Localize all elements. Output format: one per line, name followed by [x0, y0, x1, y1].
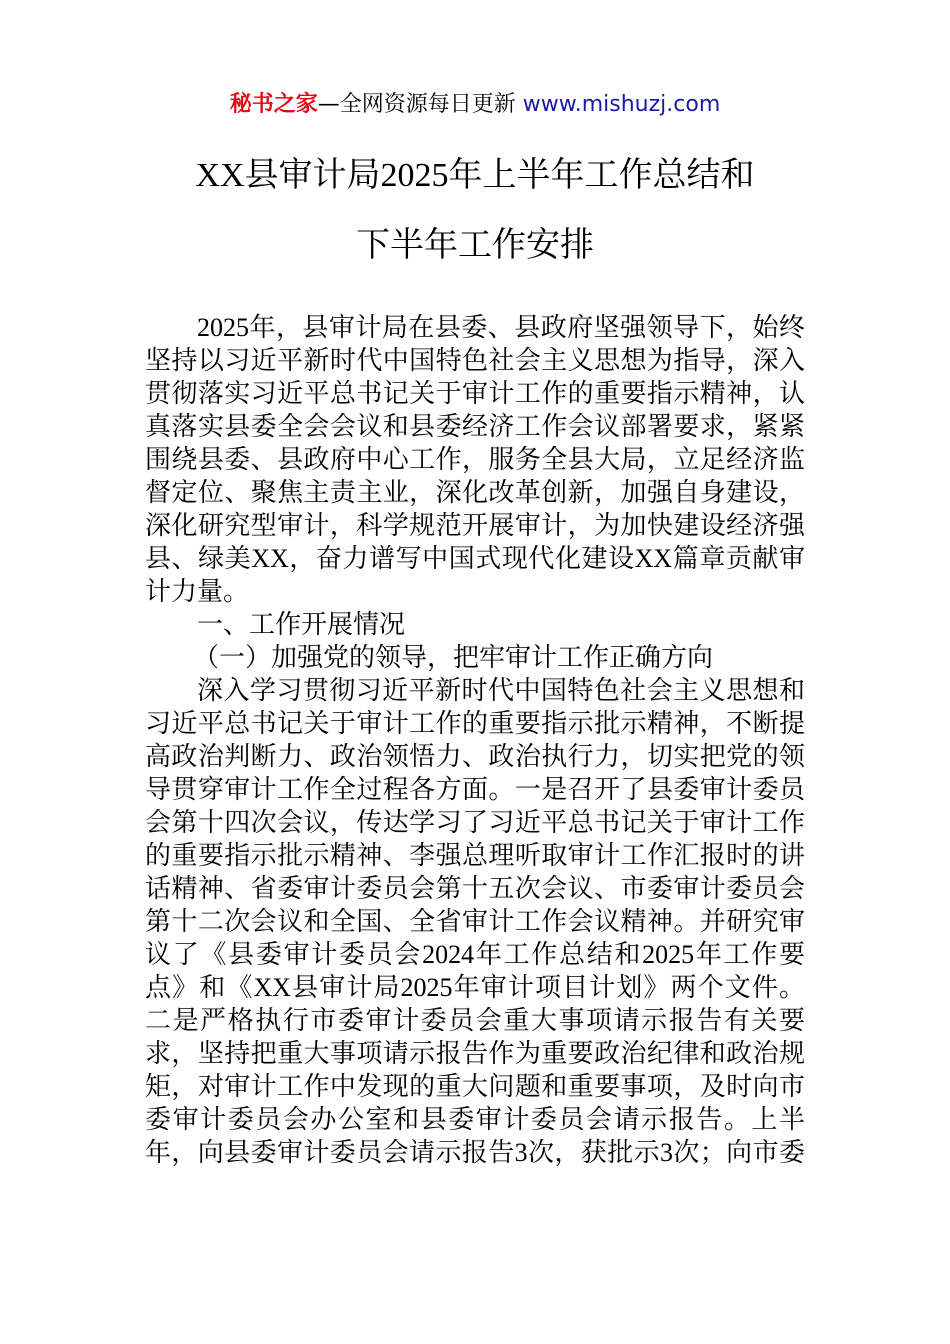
body-line: 习近平总书记关于审计工作的重要指示批示精神，不断提	[145, 709, 805, 738]
body-line: 的重要指示批示精神、李强总理听取审计工作汇报时的讲	[145, 841, 805, 870]
document-title-line-1: XX县审计局2025年上半年工作总结和	[195, 157, 755, 194]
section-heading: 一、工作开展情况	[197, 610, 406, 639]
site-brand: 秘书之家	[229, 92, 318, 117]
site-url-link[interactable]: www.mishuzj.com	[522, 92, 721, 117]
site-slogan: —全网资源每日更新	[317, 92, 523, 117]
body-line: 二是严格执行市委审计委员会重大事项请示报告有关要	[145, 1006, 805, 1035]
body-line: 深入学习贯彻习近平新时代中国特色社会主义思想和	[197, 676, 805, 705]
body-line: 坚持以习近平新时代中国特色社会主义思想为指导，深入	[145, 346, 805, 375]
subsection-heading: （一）加强党的领导，把牢审计工作正确方向	[193, 643, 714, 672]
body-line: 点》和《XX县审计局2025年审计项目计划》两个文件。	[145, 973, 805, 1002]
body-line: 第十二次会议和全国、全省审计工作会议精神。并研究审	[145, 907, 805, 936]
document-body	[145, 311, 805, 1169]
body-line: 年，向县委审计委员会请示报告3次，获批示3次；向市委	[145, 1138, 805, 1167]
body-line: 议了《县委审计委员会2024年工作总结和2025年工作要	[145, 940, 805, 969]
body-line: 会第十四次会议，传达学习了习近平总书记关于审计工作	[145, 808, 805, 837]
body-line: 话精神、省委审计委员会第十五次会议、市委审计委员会	[145, 874, 805, 903]
body-line: 真落实县委全会会议和县委经济工作会议部署要求，紧紧	[145, 412, 805, 441]
body-line: 委审计委员会办公室和县委审计委员会请示报告。上半	[145, 1105, 805, 1134]
body-line: 矩，对审计工作中发现的重大问题和重要事项，及时向市	[145, 1072, 805, 1101]
body-line: 求，坚持把重大事项请示报告作为重要政治纪律和政治规	[145, 1039, 805, 1068]
body-line: 贯彻落实习近平总书记关于审计工作的重要指示精神，认	[145, 379, 805, 408]
body-line: 计力量。	[145, 577, 250, 606]
body-line: 导贯穿审计工作全过程各方面。一是召开了县委审计委员	[145, 775, 805, 804]
body-line: 督定位、聚焦主责主业，深化改革创新，加强自身建设，	[145, 478, 805, 507]
body-line: 围绕县委、县政府中心工作，服务全县大局，立足经济监	[145, 445, 805, 474]
body-line: 2025年，县审计局在县委、县政府坚强领导下，始终	[197, 313, 805, 342]
body-line: 高政治判断力、政治领悟力、政治执行力，切实把党的领	[145, 742, 805, 771]
body-line: 深化研究型审计，科学规范开展审计，为加快建设经济强	[145, 511, 805, 540]
body-line: 县、绿美XX，奋力谱写中国式现代化建设XX篇章贡献审	[145, 544, 805, 573]
site-header	[0, 88, 950, 122]
document-title-line-2: 下半年工作安排	[356, 227, 594, 264]
